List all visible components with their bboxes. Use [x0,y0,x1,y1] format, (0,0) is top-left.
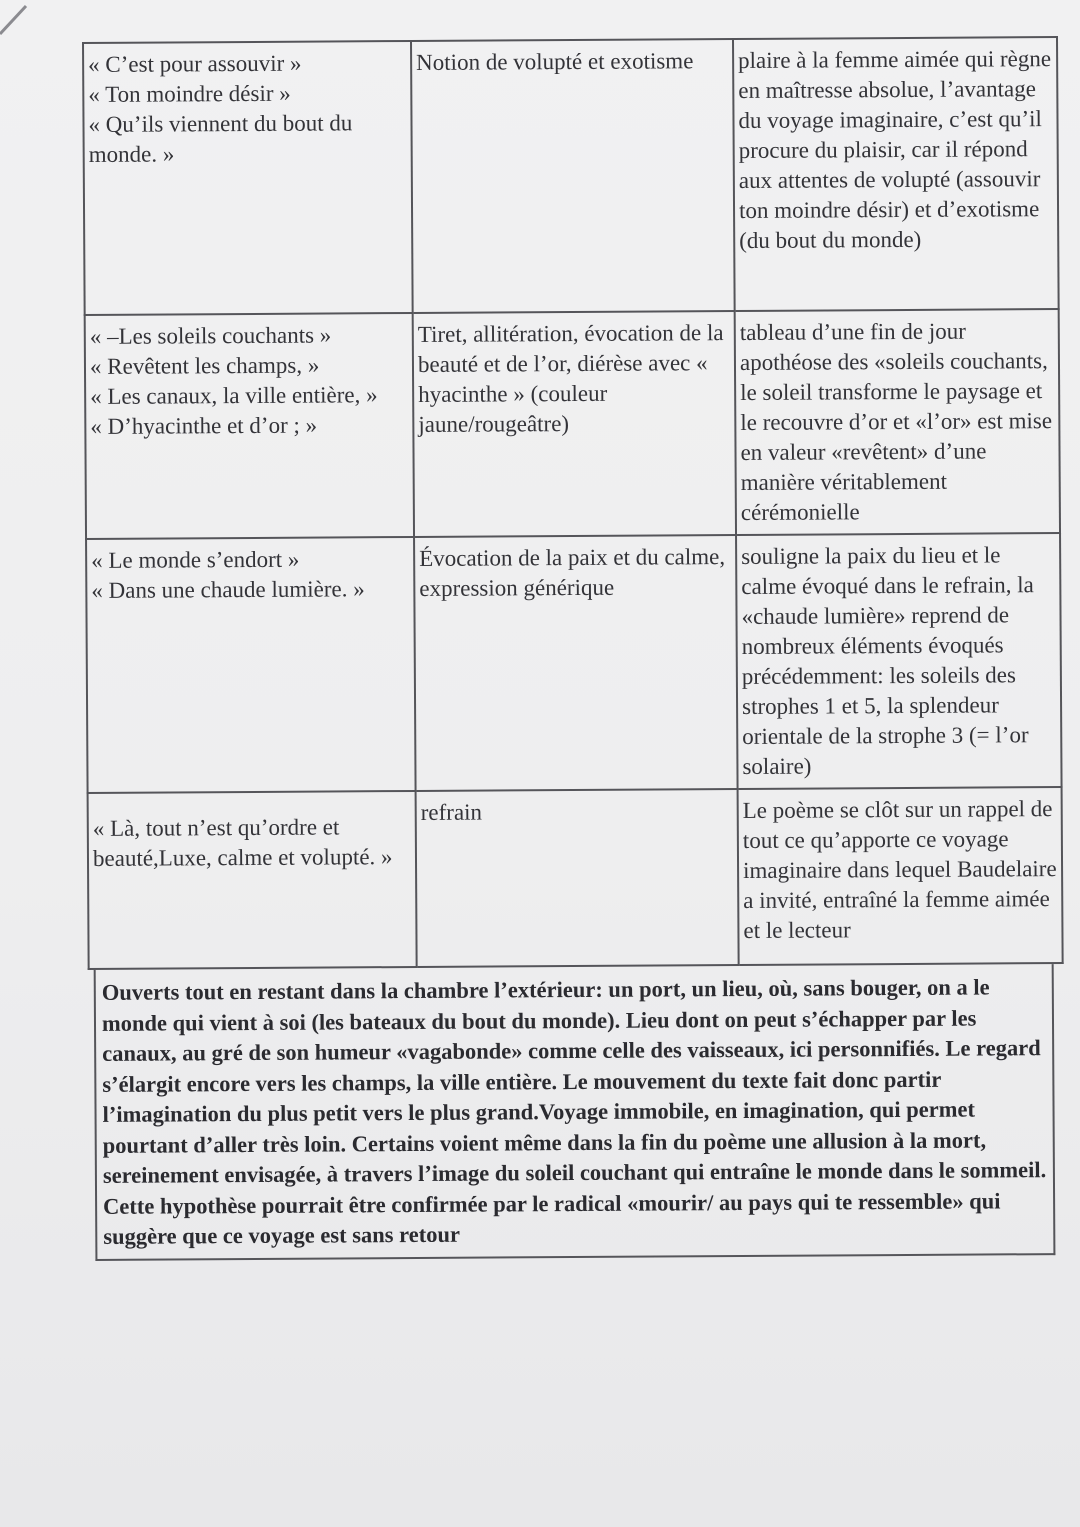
interpretation-cell: souligne la paix du lieu et le calme évoqué dans le refrain, la «chaude lumière» reprend de nombreux éléments évoqués précédemment: les soleils des strophes 1 et 5, la splendeur orientale de la strophe 3 (= l’or solaire) [736,533,1062,789]
quote-line: « Dans une chaude lumière. » [91,576,365,603]
interpretation-cell: plaire à la femme aimée qui règne en maîtresse absolue, l’avantage du voyage imaginaire, c’est qu’il procure du plaisir, car il répond aux attentes de volupté (assouvir ton moindre désir) et d’exotisme (du bout du monde) [733,37,1059,311]
summary-paragraph: Ouverts tout en restant dans la chambre l’extérieur: un port, un lieu, où, sans bouger, on a le monde qui vient à soi (les bateaux du bout du monde). Lieu dont on peut s’échapper par les canaux, au gré de son humeur «vagabonde» comme celle des vaisseaux, ici personnifiés. Le regard s’élargit encore vers les champs, la ville entière. Le mouvement du texte fait donc partir l’imagination du plus petit vers le plus grand.Voyage immobile, en imagination, qui permet pourtant d’aller très loin. Certains voient même dans la fin du poème une allusion à la mort, sereinement envisagée, à travers l’image du soleil couchant qui entraîne le monde dans le sommeil. Cette hypothèse pourrait être confirmée par le radical «mourir/ au pays qui te ressemble» qui suggère que ce voyage est sans retour [94,964,1056,1260]
device-cell: refrain [416,789,739,967]
table-row [83,37,1059,315]
table-row [88,787,1063,969]
quote-line: « Là, tout n’est qu’ordre et beauté,Luxe, calme et volupté. » [92,814,393,871]
device-cell: Évocation de la paix et du calme, expression générique [414,535,738,791]
interpretation-cell: tableau d’une fin de jour apothéose des «soleils couchants, le soleil transforme le paysage et le recouvre d’or et «l’or» est mise en valeur «revêtent» d’une manière véritablement cérémonielle [735,309,1060,535]
table-row [85,309,1060,539]
quote-cell [85,313,414,539]
quote-line: « –Les soleils couchants » [89,322,332,349]
quote-cell [88,791,417,969]
device-cell: Notion de volupté et exotisme [411,39,735,313]
quote-cell [83,41,413,315]
quote-line: « Le monde s’endort » [91,546,300,573]
quote-line: « Ton moindre désir » [88,80,291,107]
analysis-table [82,36,1064,970]
analysis-document [82,36,1057,1260]
table-row [86,533,1062,793]
quote-line: « Qu’ils viennent du bout du monde. » [88,110,353,167]
device-cell: Tiret, allitération, évocation de la beauté et de l’or, diérèse avec « hyacinthe » (couleur jaune/rougeâtre) [413,311,736,537]
quote-line: « D’hyacinthe et d’or ; » [90,412,318,439]
quote-cell [86,537,416,793]
corner-fold-mark [0,0,60,60]
quote-line: « C’est pour assouvir » [88,50,302,77]
quote-line: « Les canaux, la ville entière, » [90,382,378,409]
interpretation-cell: Le poème se clôt sur un rappel de tout ce qu’apporte ce voyage imaginaire dans lequel Baudelaire a invité, entraîné la femme aimée et le lecteur [738,787,1063,965]
quote-line: « Revêtent les champs, » [89,352,320,379]
